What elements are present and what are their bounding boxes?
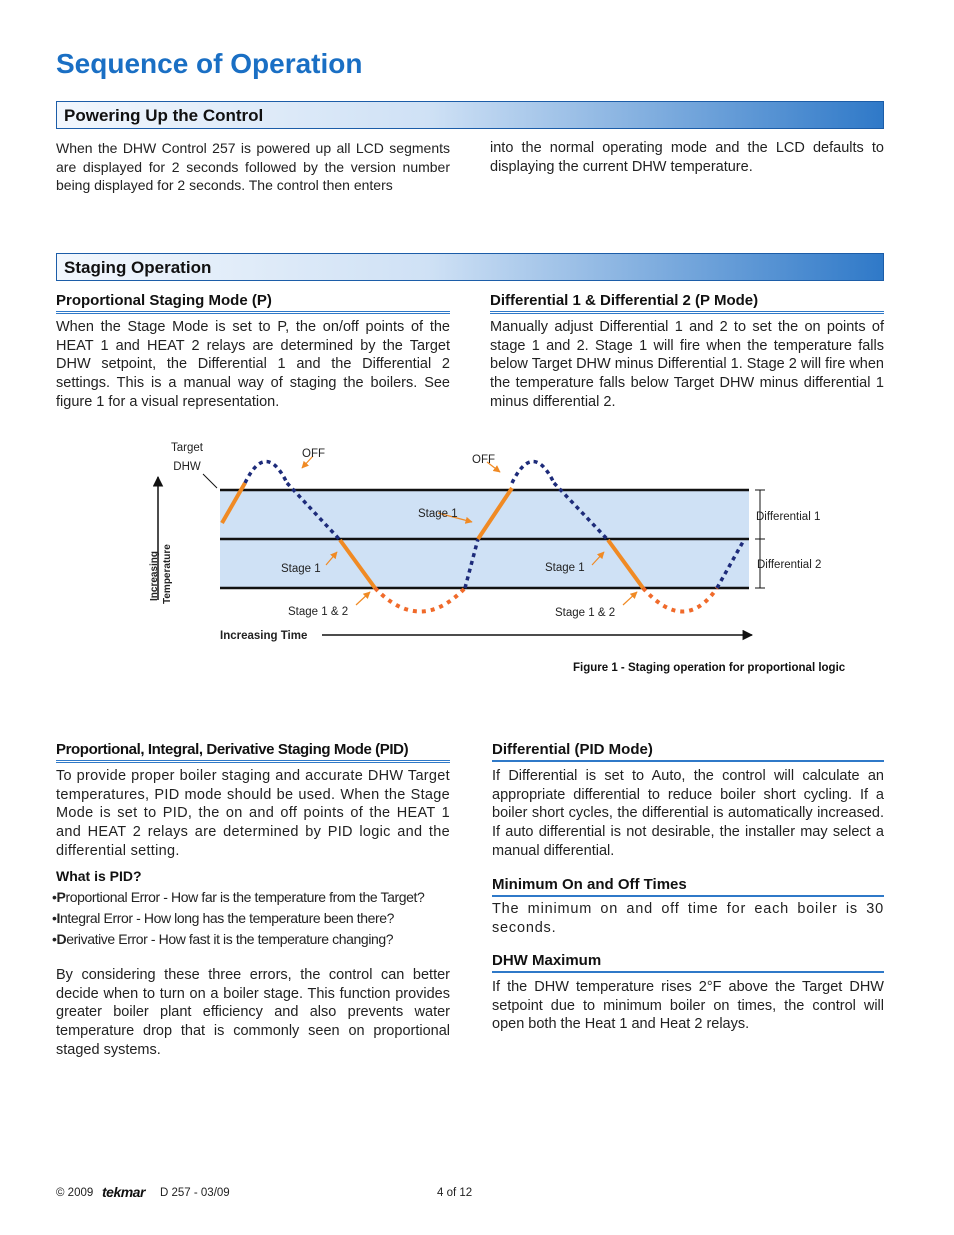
stage1-label-1: Stage 1: [418, 508, 458, 520]
section-bar-powering-up: [56, 101, 884, 129]
target-pointer: [203, 474, 217, 488]
stage1-label-3: Stage 1: [545, 562, 585, 574]
off-label-1: OFF: [302, 448, 325, 460]
section-bar-staging: [56, 253, 884, 281]
pid-bullet-i: •Integral Error - How long has the temperature been there?: [52, 910, 395, 926]
subheading-differential-pid: Differential (PID Mode): [492, 741, 884, 762]
section-heading: Staging Operation: [64, 258, 212, 277]
tekmar-logo: tekmar: [102, 1184, 145, 1200]
off-label-2: OFF: [472, 454, 495, 466]
differential2-label: Differential 2: [757, 559, 822, 571]
footer-page-number: 4 of 12: [437, 1187, 473, 1199]
off-curve-1: [245, 462, 287, 484]
subheading-proportional: Proportional Staging Mode (P): [56, 292, 450, 314]
subheading-differential-p: Differential 1 & Differential 2 (P Mode): [490, 292, 884, 314]
stage12-dots-1: [375, 588, 465, 612]
pid-bullet-d: •Derivative Error - How fast it is the temperature changing?: [52, 931, 394, 947]
powering-up-text-col2: into the normal operating mode and the LCD defaults to displaying the current DHW temperature.: [490, 140, 884, 175]
pid-text: To provide proper boiler staging and accurate DHW Target temperatures, PID mode should be used. When the Stage Mode is set to PID, the on and off points of the HEAT 1 and HEAT 2 relays are determined by PID logic and the differential setting.: [56, 768, 450, 859]
stage12-label-2: Stage 1 & 2: [555, 607, 616, 619]
differential-p-text: Manually adjust Differential 1 and 2 to set the on points of stage 1 and 2. Stage 1 will fire when the temperature falls below Target DHW minus Differential 1. Stage 2 will fire when the temperature falls below Target DHW minus differential 1 minus differential 2.: [490, 319, 884, 410]
what-is-pid-heading: What is PID?: [56, 868, 142, 884]
footer-doc-code: D 257 - 03/09: [160, 1187, 230, 1199]
y-axis-label-2: Temperature: [162, 544, 173, 604]
pid-bullet-list: [52, 889, 462, 947]
footer-copyright: © 2009: [56, 1187, 94, 1199]
powering-up-text-col1: When the DHW Control 257 is powered up all LCD segments are displayed for 2 seconds followed by the version number being displayed for 2 seconds. The control then enters: [56, 140, 450, 194]
pid-closing-text: By considering these three errors, the control can better decide when to turn on a boiler stage. This function provides greater boiler plant efficiency and also prevents water temperature drop that is commonly seen on proportional staged systems.: [56, 967, 450, 1058]
subheading-min-times: Minimum On and Off Times: [492, 876, 884, 897]
stage1-label-2: Stage 1: [281, 563, 321, 575]
staging-figure: [0, 430, 954, 690]
page-title: Sequence of Operation: [56, 48, 363, 79]
subheading-pid: Proportional, Integral, Derivative Staging Mode (PID): [56, 741, 450, 763]
proportional-text: When the Stage Mode is set to P, the on/off points of the HEAT 1 and HEAT 2 relays are determined by the Target DHW setpoint, the Differential 1 and the Differential 2 settings. This is a manual way of staging the boilers. See figure 1 for a visual representation.: [56, 319, 450, 410]
target-label: Target: [171, 442, 203, 454]
figure-caption: Figure 1 - Staging operation for proportional logic: [573, 662, 846, 674]
dhw-label: DHW: [173, 461, 201, 473]
off-curve-3: [512, 462, 554, 484]
stage12-dots-2: [643, 588, 717, 612]
stage12-label-1: Stage 1 & 2: [288, 606, 349, 618]
dhw-maximum-text: If the DHW temperature rises 2°F above the Target DHW setpoint due to minimum boiler on times, the control will open both the Heat 1 and Heat 2 relays.: [492, 979, 884, 1033]
min-times-text: The minimum on and off time for each boiler is 30 seconds.: [492, 901, 884, 936]
subheading-dhw-maximum: DHW Maximum: [492, 952, 884, 973]
pid-bullet-p: •Proportional Error - How far is the temperature from the Target?: [52, 889, 425, 905]
x-axis-label: Increasing Time: [220, 630, 308, 642]
y-axis-label-1: Increasing: [149, 550, 160, 601]
differential-pid-text: If Differential is set to Auto, the control will calculate an appropriate differential to reduce boiler short cycling. If a boiler short cycles, the differential is automatically increased. If auto differential is not desirable, the installer may select a manual differential.: [492, 768, 884, 859]
differential1-label: Differential 1: [756, 511, 821, 523]
section-heading: Powering Up the Control: [64, 106, 264, 125]
